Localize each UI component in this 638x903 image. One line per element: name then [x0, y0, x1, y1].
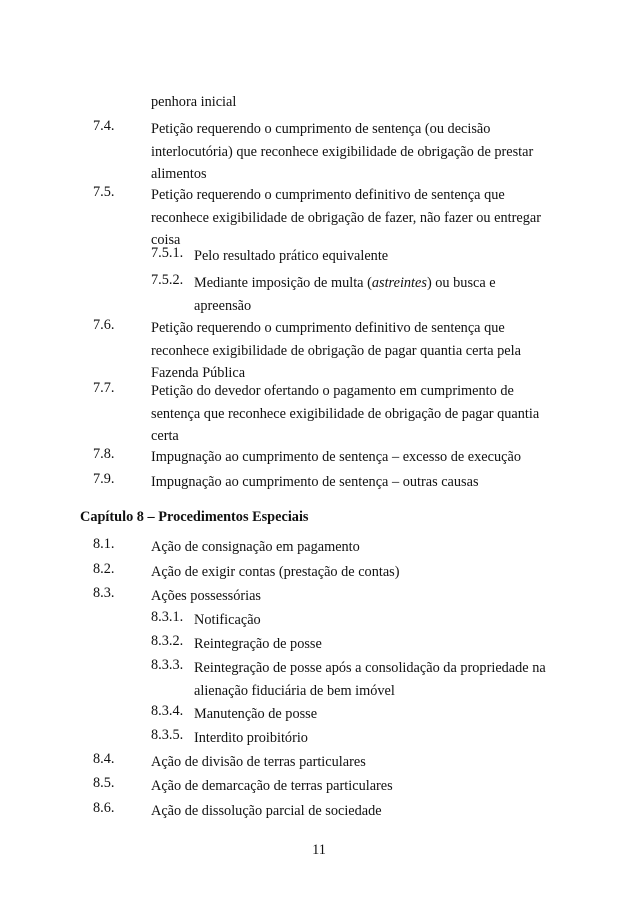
- toc-number: 7.5.: [93, 184, 115, 200]
- toc-subentry: Notificação: [194, 612, 261, 628]
- toc-entry: Impugnação ao cumprimento de sentença – excesso de execução: [151, 449, 521, 465]
- toc-number: 8.6.: [93, 800, 115, 816]
- toc-number: 8.4.: [93, 751, 115, 767]
- toc-entry: Ação de exigir contas (prestação de contas): [151, 564, 400, 580]
- toc-entry: Petição requerendo o cumprimento de sentença (ou decisão interlocutória) que reconhece exigibilidade de obrigação de prestar alimentos: [151, 121, 534, 182]
- toc-number: 8.1.: [93, 536, 115, 552]
- toc-entry: Impugnação ao cumprimento de sentença – outras causas: [151, 474, 479, 490]
- toc-subnumber: 8.3.4.: [151, 703, 184, 719]
- toc-entry: Ações possessórias: [151, 588, 261, 604]
- toc-number: 8.5.: [93, 775, 115, 791]
- toc-subnumber: 8.3.3.: [151, 657, 184, 673]
- toc-subentry: [194, 272, 514, 317]
- toc-subentry: Reintegração de posse após a consolidação da propriedade na alienação fiduciária de bem imóvel: [194, 660, 546, 699]
- toc-subnumber: 7.5.1.: [151, 245, 184, 261]
- toc-entry: Ação de dissolução parcial de sociedade: [151, 803, 382, 819]
- toc-subentry: Pelo resultado prático equivalente: [194, 248, 389, 264]
- toc-number: 7.6.: [93, 317, 115, 333]
- toc-number: 8.3.: [93, 585, 115, 601]
- toc-subentry-text: Mediante imposição de multa (: [194, 275, 372, 291]
- toc-entry: Ação de demarcação de terras particulares: [151, 778, 393, 794]
- toc-subentry: Manutenção de posse: [194, 706, 318, 722]
- toc-entry: Petição do devedor ofertando o pagamento em cumprimento de sentença que reconhece exigibilidade de obrigação de pagar quantia certa: [151, 383, 540, 444]
- toc-entry: Petição requerendo o cumprimento definitivo de sentença que reconhece exigibilidade de obrigação de pagar quantia certa pela Fazenda Pública: [151, 320, 521, 381]
- toc-subnumber: 8.3.2.: [151, 633, 184, 649]
- continuation-text: penhora inicial: [151, 94, 237, 110]
- toc-subnumber: 8.3.1.: [151, 609, 184, 625]
- toc-number: 8.2.: [93, 561, 115, 577]
- toc-number: 7.8.: [93, 446, 115, 462]
- toc-entry: Ação de consignação em pagamento: [151, 539, 360, 555]
- page-number: 11: [312, 842, 326, 858]
- toc-subentry: Reintegração de posse: [194, 636, 322, 652]
- toc-entry: Ação de divisão de terras particulares: [151, 754, 366, 770]
- toc-subentry-italic: astreintes: [371, 275, 427, 291]
- toc-entry: Petição requerendo o cumprimento definitivo de sentença que reconhece exigibilidade de obrigação de fazer, não fazer ou entregar coisa: [151, 187, 541, 248]
- toc-subnumber: 7.5.2.: [151, 272, 184, 288]
- toc-subentry-text: ) ou busca e apreensão: [194, 275, 496, 314]
- toc-subnumber: 8.3.5.: [151, 727, 184, 743]
- chapter-heading: Capítulo 8 – Procedimentos Especiais: [80, 509, 309, 525]
- toc-number: 7.4.: [93, 118, 115, 134]
- toc-number: 7.7.: [93, 380, 115, 396]
- toc-number: 7.9.: [93, 471, 115, 487]
- toc-subentry: Interdito proibitório: [194, 730, 308, 746]
